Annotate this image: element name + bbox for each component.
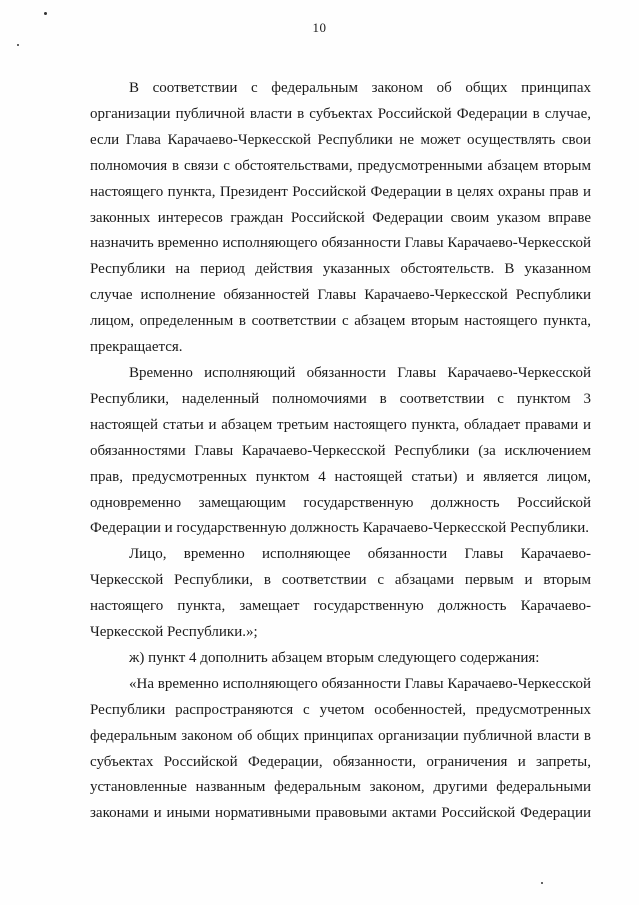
scan-speck (44, 12, 47, 15)
paragraph: Временно исполняющий обязанности Главы Карачаево-Черкесской Республики, наделенный полномочиями в соответствии с пунктом 3 настоящей статьи и абзацем третьим настоящего пункта, обладает правами и обязанностями Главы Карачаево-Черкесской Республики (за исключением прав, предусмотренных пунктом 4 настоящей статьи) и является лицом, одновременно замещающим государственную должность Российской Федерации и государственную должность Карачаево-Черкесской Республики. (90, 364, 591, 537)
scan-speck (541, 882, 543, 884)
paragraph: «На временно исполняющего обязанности Главы Карачаево-Черкесской Республики распространяются с учетом особенностей, предусмотренных федеральным законом об общих принципах организации публичной власти в субъектах Российской Федерации, обязанности, ограничения и запреты, установленные названным федеральным законом, другими федеральными законами и иными нормативными правовыми актами Российской Федерации (90, 675, 591, 822)
paragraph: В соответствии с федеральным законом об общих принципах организации публичной власти в субъектах Российской Федерации в случае, если Глава Карачаево-Черкесской Республики не может осуществлять свои полномочия в связи с обстоятельствами, предусмотренными абзацем вторым настоящего пункта, Президент Российской Федерации в целях охраны прав и законных интересов граждан Российской Федерации своим указом вправе назначить временно исполняющего обязанности Главы Карачаево-Черкесской Республики на период действия указанных обстоятельств. В указанном случае исполнение обязанностей Главы Карачаево-Черкесской Республики лицом, определенным в соответствии с абзацем вторым настоящего пункта, прекращается. (90, 80, 591, 356)
document-body (90, 76, 591, 827)
scan-speck (17, 44, 19, 46)
page-number: 10 (312, 20, 327, 35)
paragraph: ж) пункт 4 дополнить абзацем вторым следующего содержания: (129, 649, 540, 666)
paragraph: Лицо, временно исполняющее обязанности Главы Карачаево-Черкесской Республики, в соответствии с абзацами первым и вторым настоящего пункта, замещает государственную должность Карачаево-Черкесской Республики.»; (90, 546, 591, 641)
